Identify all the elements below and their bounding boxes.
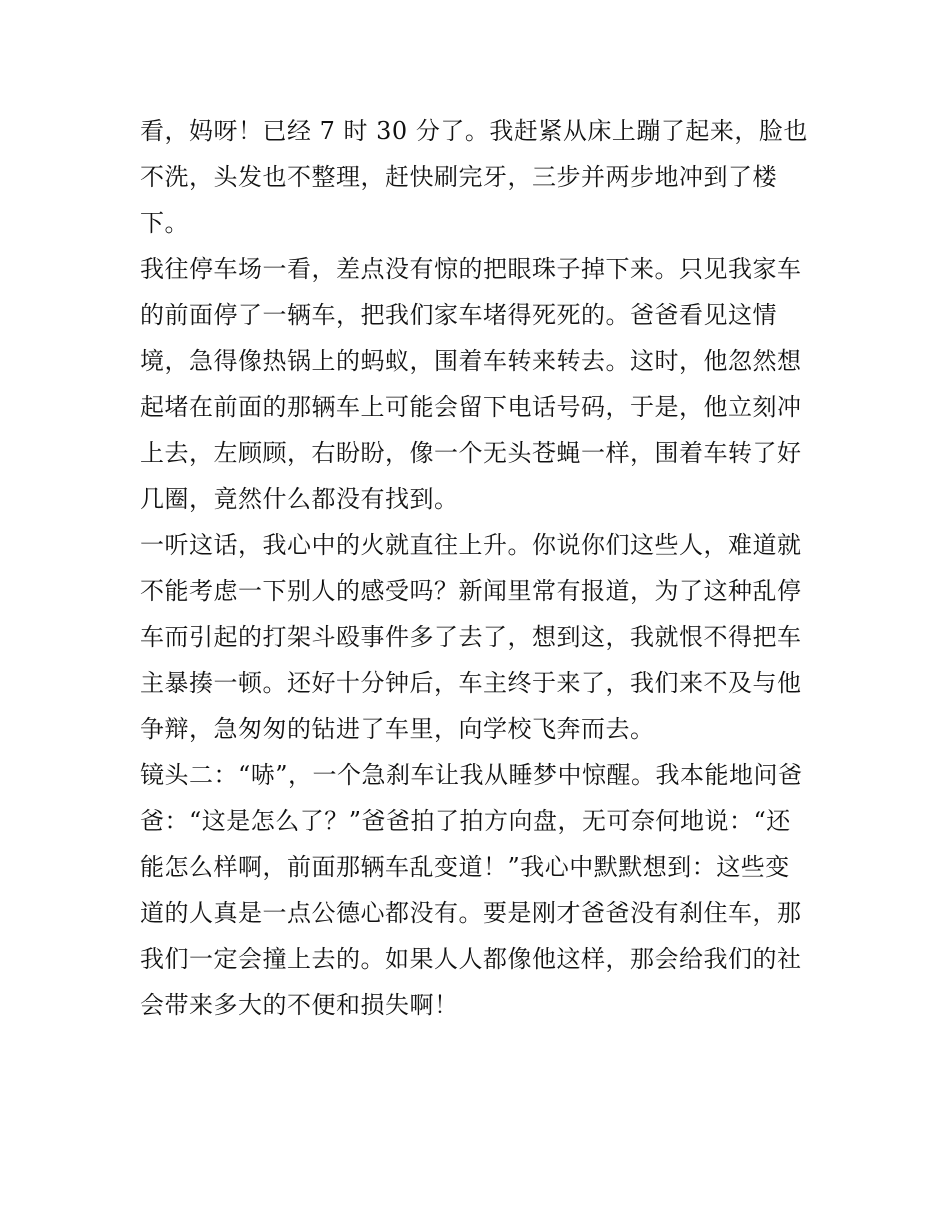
text-line: 道的人真是一点公德心都没有。要是刚才爸爸没有刹住车，那 — [140, 899, 802, 927]
text-line: 爸：“这是怎么了？”爸爸拍了拍方向盘，无可奈何地说：“还 — [140, 807, 791, 835]
text-line: 我往停车场一看，差点没有惊的把眼珠子掉下来。只见我家车 — [140, 255, 802, 283]
essay-text — [140, 108, 820, 1028]
text-line: 不能考虑一下别人的感受吗？新闻里常有报道，为了这种乱停 — [140, 577, 802, 605]
text-line: 不洗，头发也不整理，赶快刷完牙，三步并两步地冲到了楼 — [140, 163, 777, 191]
text-line: 上去，左顾顾，右盼盼，像一个无头苍蝇一样，围着车转了好 — [140, 439, 802, 467]
text-line: 车而引起的打架斗殴事件多了去了，想到这，我就恨不得把车 — [140, 623, 802, 651]
text-line: 主暴揍一顿。还好十分钟后，车主终于来了，我们来不及与他 — [140, 669, 802, 697]
text-line: 的前面停了一辆车，把我们家车堵得死死的。爸爸看见这情 — [140, 301, 777, 329]
text-line: 境，急得像热锅上的蚂蚁，围着车转来转去。这时，他忽然想 — [140, 347, 802, 375]
text-line: 我们一定会撞上去的。如果人人都像他这样，那会给我们的社 — [140, 945, 802, 973]
text-line: 镜头二：“哧”，一个急刹车让我从睡梦中惊醒。我本能地问爸 — [140, 761, 803, 789]
text-line: 下。 — [140, 209, 189, 237]
text-line: 一听这话，我心中的火就直往上升。你说你们这些人，难道就 — [140, 531, 802, 559]
text-line: 起堵在前面的那辆车上可能会留下电话号码，于是，他立刻冲 — [140, 393, 802, 421]
text-line: 争辩，急匆匆的钻进了车里，向学校飞奔而去。 — [140, 715, 655, 743]
text-line: 能怎么样啊，前面那辆车乱变道！”我心中默默想到：这些变 — [140, 853, 790, 881]
text-line: 几圈，竟然什么都没有找到。 — [140, 485, 459, 513]
text-line: 看，妈呀！已经 7 时 30 分了。我赶紧从床上蹦了起来，脸也 — [140, 117, 808, 145]
text-line: 会带来多大的不便和损失啊！ — [140, 991, 459, 1019]
